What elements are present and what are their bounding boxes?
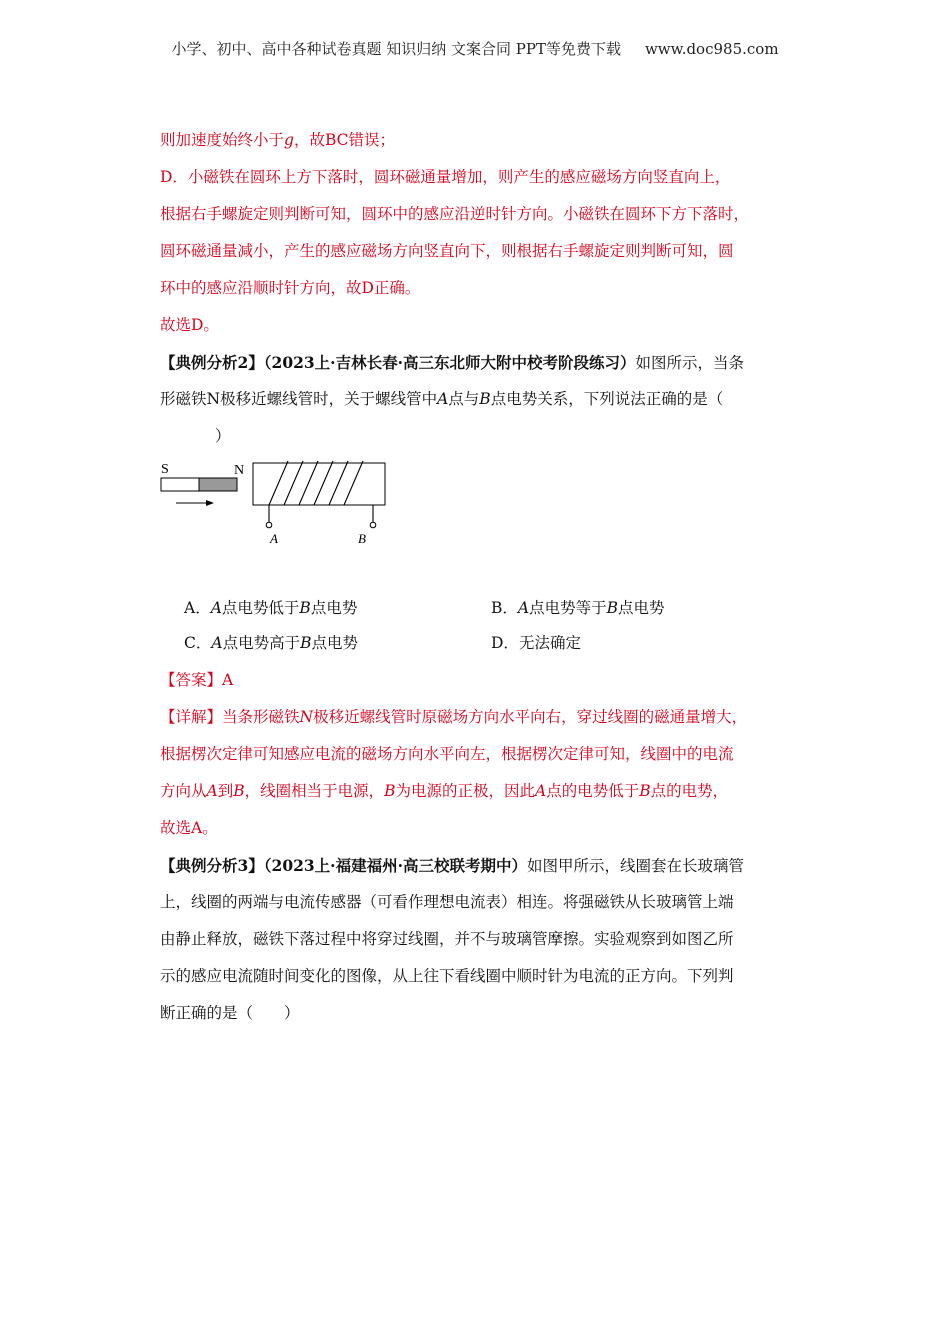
prev-line-3: 根据右手螺旋定则判断可知，圆环中的感应沿逆时针方向。小磁铁在圆环下方下落时， bbox=[160, 205, 750, 223]
prev-line-1: 则加速度始终小于g，故BC错误； bbox=[160, 131, 395, 149]
ex2-tag: 【典例分析2】 bbox=[160, 353, 264, 372]
ex2-source: （2023上·吉林长春·高三东北师大附中校考阶段练习） bbox=[263, 353, 636, 372]
magnet-s-half bbox=[161, 478, 199, 491]
terminal-b bbox=[370, 522, 376, 528]
magnet-n-label: N bbox=[234, 463, 245, 478]
ex2-question-line-2: 形磁铁N极移近螺线管时，关于螺线管中A点与B点电势关系，下列说法正确的是（ bbox=[160, 390, 724, 408]
terminal-b-label: B bbox=[358, 531, 366, 546]
ex3-tag: 【典例分析3】 bbox=[160, 856, 264, 875]
ex2-detail-line-1: 【详解】当条形磁铁N极移近螺线管时原磁场方向水平向右，穿过线圈的磁通量增大， bbox=[160, 708, 748, 726]
ex2-question-line-3: ） bbox=[215, 427, 231, 445]
terminal-a bbox=[266, 522, 272, 528]
header-site: www.doc985.com bbox=[644, 40, 779, 58]
option-c: C．A点电势高于B点电势 bbox=[184, 634, 358, 652]
header-title: 小学、初中、高中各种试卷真题 知识归纳 文案合同 PPT等免费下载 bbox=[171, 40, 621, 58]
ex3-question-line-4: 示的感应电流随时间变化的图像，从上往下看线圈中顺时针为电流的正方向。下列判 bbox=[160, 967, 734, 985]
ex2-detail-line-4: 故选A。 bbox=[160, 819, 218, 837]
prev-line-4: 圆环磁通量减小，产生的感应磁场方向竖直向下，则根据右手螺旋定则判断可知，圆 bbox=[160, 242, 734, 260]
ex2-answer: 【答案】A bbox=[160, 671, 234, 689]
coil-windings bbox=[269, 461, 373, 523]
ex3-question-line-5: 断正确的是（ ） bbox=[160, 1004, 300, 1022]
magnet-s-label: S bbox=[161, 462, 169, 477]
magnet-n-half bbox=[199, 478, 237, 491]
prev-line-6: 故选D。 bbox=[160, 316, 219, 334]
ex3-question-line-3: 由静止释放，磁铁下落过程中将穿过线圈，并不与玻璃管摩擦。实验观察到如图乙所 bbox=[160, 930, 734, 948]
ex2-detail-line-2: 根据楞次定律可知感应电流的磁场方向水平向左，根据楞次定律可知，线圈中的电流 bbox=[160, 745, 734, 763]
solenoid-diagram bbox=[160, 457, 400, 547]
terminal-a-label: A bbox=[270, 531, 278, 546]
ex2-detail-line-3: 方向从A到B，线圈相当于电源，B为电源的正极，因此A点的电势低于B点的电势， bbox=[160, 782, 729, 800]
document-body bbox=[160, 122, 790, 1032]
ex2-question-line-1: 【典例分析2】（2023上·吉林长春·高三东北师大附中校考阶段练习）如图所示，当条 bbox=[160, 353, 744, 372]
solenoid-core bbox=[253, 463, 385, 505]
option-d: D．无法确定 bbox=[491, 634, 581, 652]
ex3-question-line-2: 上，线圈的两端与电流传感器（可看作理想电流表）相连。将强磁铁从长玻璃管上端 bbox=[160, 893, 734, 911]
arrow-head bbox=[206, 500, 214, 506]
magnet-solenoid-figure bbox=[160, 455, 790, 590]
prev-line-2: D．小磁铁在圆环上方下落时，圆环磁通量增加，则产生的感应磁场方向竖直向上， bbox=[160, 168, 731, 186]
ex3-source: （2023上·福建福州·高三校联考期中） bbox=[263, 856, 527, 875]
ex3-question-line-1: 【典例分析3】（2023上·福建福州·高三校联考期中）如图甲所示，线圈套在长玻璃管 bbox=[160, 856, 744, 875]
option-a: A．A点电势低于B点电势 bbox=[184, 599, 358, 617]
ex2-options bbox=[160, 590, 790, 662]
prev-line-5: 环中的感应沿顺时针方向，故D正确。 bbox=[160, 279, 421, 297]
option-b: B．A点电势等于B点电势 bbox=[491, 599, 665, 617]
page-header bbox=[0, 38, 950, 59]
